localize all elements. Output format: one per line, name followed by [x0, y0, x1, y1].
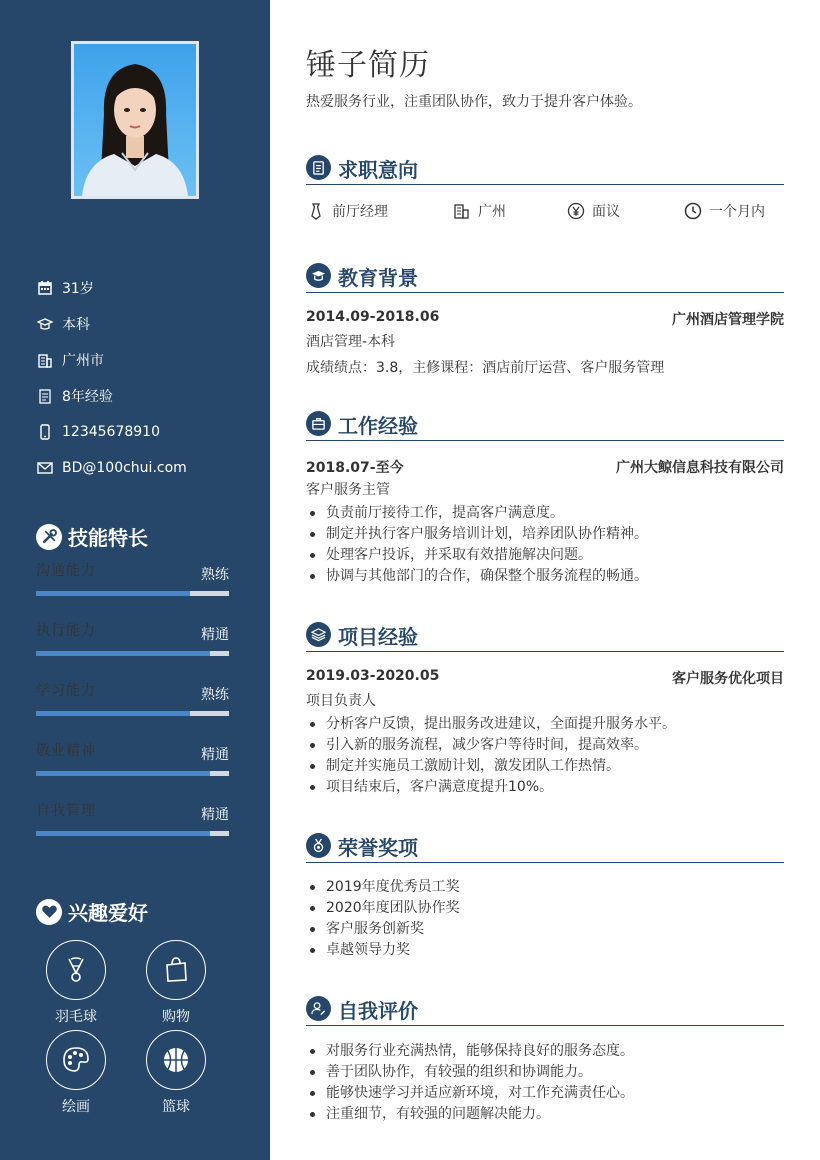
- section-title: 自我评价: [338, 999, 418, 1023]
- briefcase-icon: [306, 411, 331, 436]
- list-item: 客户服务创新奖: [306, 919, 460, 940]
- info-email: [36, 450, 187, 486]
- list-item: 注重细节，有较强的问题解决能力。: [306, 1104, 634, 1125]
- list-item: 2019年度优秀员工奖: [306, 877, 460, 898]
- graduation-cap-icon: [306, 263, 331, 288]
- hobby-badminton: [46, 940, 106, 1026]
- section-title: 荣誉奖项: [338, 836, 418, 860]
- section-title: 项目经验: [338, 625, 418, 649]
- city-icon: [452, 201, 472, 221]
- user-edit-icon: [306, 996, 331, 1021]
- graduation-cap-icon: [36, 315, 54, 333]
- intent-city-text: 广州: [478, 204, 506, 220]
- skill-bar-fill: [36, 711, 190, 716]
- medal-icon: [306, 833, 331, 858]
- skill-bar: [36, 771, 229, 776]
- shopping-bag-icon: [161, 955, 191, 985]
- skill-bar-fill: [36, 651, 210, 656]
- resume-name: 锤子简历: [306, 48, 430, 83]
- hobby-label: 购物: [162, 1009, 190, 1025]
- info-city: [36, 342, 187, 378]
- hobby-shopping: [146, 940, 206, 1026]
- resume-tagline: 热爱服务行业，注重团队协作，致力于提升客户体验。: [306, 94, 642, 110]
- list-item: 制定并执行客户服务培训计划，培养团队协作精神。: [306, 524, 648, 545]
- clock-icon: [683, 201, 703, 221]
- skill-name: 敬业精神: [36, 743, 96, 759]
- skill-bar: [36, 591, 229, 596]
- list-item: 协调与其他部门的合作，确保整个服务流程的畅通。: [306, 566, 648, 587]
- section-intent-heading: [306, 155, 784, 185]
- skill-name: 沟通能力: [36, 563, 96, 579]
- skill-item: [36, 620, 229, 680]
- skill-level: 精通: [201, 807, 229, 823]
- hobby-label: 羽毛球: [55, 1009, 97, 1025]
- skill-bar: [36, 831, 229, 836]
- skill-bar-fill: [36, 591, 190, 596]
- basketball-icon: [161, 1045, 191, 1075]
- skills-heading: [36, 522, 148, 551]
- info-age-text: 31岁: [62, 281, 94, 297]
- project-date: 2019.03-2020.05: [306, 668, 440, 684]
- hobby-basketball: [146, 1030, 206, 1116]
- skill-level: 精通: [201, 627, 229, 643]
- intent-city: [452, 201, 506, 221]
- hobby-label: 篮球: [162, 1099, 190, 1115]
- building-icon: [36, 351, 54, 369]
- info-degree: [36, 306, 187, 342]
- list-item: 善于团队协作，有较强的组织和协调能力。: [306, 1062, 634, 1083]
- section-self-heading: [306, 996, 784, 1026]
- intent-salary: [566, 201, 620, 221]
- list-item: 对服务行业充满热情，能够保持良好的服务态度。: [306, 1041, 634, 1062]
- section-title: 工作经验: [338, 414, 418, 438]
- list-item: 能够快速学习并适应新环境，对工作充满责任心。: [306, 1083, 634, 1104]
- info-degree-text: 本科: [62, 317, 90, 333]
- mail-icon: [36, 459, 54, 477]
- info-email-text: BD@100chui.com: [62, 460, 187, 476]
- skills-title: 技能特长: [68, 526, 148, 550]
- hobbies-title: 兴趣爱好: [68, 901, 148, 925]
- self-bullets: [306, 1041, 634, 1125]
- intent-availability: [683, 201, 765, 221]
- layers-icon: [306, 622, 331, 647]
- profile-photo: [71, 41, 199, 199]
- work-role: 客户服务主管: [306, 482, 390, 498]
- education-date: 2014.09-2018.06: [306, 309, 440, 325]
- hobbies-heading: [36, 897, 148, 926]
- document-icon: [36, 387, 54, 405]
- calendar-icon: [36, 279, 54, 297]
- education-major: 酒店管理-本科: [306, 334, 396, 350]
- palette-icon: [61, 1045, 91, 1075]
- info-experience-text: 8年经验: [62, 389, 113, 405]
- project-name: 客户服务优化项目: [672, 671, 784, 687]
- hobby-label: 绘画: [62, 1099, 90, 1115]
- yen-icon: [566, 201, 586, 221]
- skill-bar: [36, 651, 229, 656]
- skill-bar: [36, 711, 229, 716]
- job-intent-row: [306, 201, 784, 225]
- skill-level: 熟练: [201, 567, 229, 583]
- intent-position-text: 前厅经理: [332, 204, 388, 220]
- intent-position: [306, 201, 388, 221]
- sidebar: [0, 0, 270, 1160]
- skill-name: 自我管理: [36, 803, 96, 819]
- intent-salary-text: 面议: [592, 204, 620, 220]
- skill-item: [36, 560, 229, 620]
- skill-item: [36, 680, 229, 740]
- project-role: 项目负责人: [306, 693, 376, 709]
- list-item: 引入新的服务流程，减少客户等待时间，提高效率。: [306, 735, 676, 756]
- skill-level: 熟练: [201, 687, 229, 703]
- work-entry-header: [306, 457, 784, 477]
- skill-level: 精通: [201, 747, 229, 763]
- heart-icon: [36, 899, 62, 925]
- skill-name: 学习能力: [36, 683, 96, 699]
- skill-item: [36, 740, 229, 800]
- tie-icon: [306, 201, 326, 221]
- badminton-icon: [61, 955, 91, 985]
- list-item: 2020年度团队协作奖: [306, 898, 460, 919]
- list-item: 项目结束后，客户满意度提升10%。: [306, 777, 676, 798]
- project-bullets: [306, 714, 676, 798]
- info-city-text: 广州市: [62, 353, 104, 369]
- section-project-heading: [306, 622, 784, 652]
- skill-item: [36, 800, 229, 860]
- education-entry-header: [306, 309, 784, 329]
- project-entry-header: [306, 668, 784, 688]
- info-age: [36, 270, 187, 306]
- section-title: 教育背景: [338, 266, 418, 290]
- skill-name: 执行能力: [36, 623, 96, 639]
- phone-icon: [36, 423, 54, 441]
- section-awards-heading: [306, 833, 784, 863]
- info-phone-text: 12345678910: [62, 424, 160, 440]
- section-work-heading: [306, 411, 784, 441]
- section-education-heading: [306, 263, 784, 293]
- skill-bar-fill: [36, 831, 210, 836]
- skill-bar-fill: [36, 771, 210, 776]
- work-company: 广州大鲸信息科技有限公司: [616, 460, 784, 476]
- list-item: 负责前厅接待工作，提高客户满意度。: [306, 503, 648, 524]
- education-school: 广州酒店管理学院: [672, 312, 784, 328]
- work-bullets: [306, 503, 648, 587]
- section-title: 求职意向: [338, 158, 418, 182]
- work-date: 2018.07-至今: [306, 460, 404, 476]
- personal-info-list: [36, 270, 187, 486]
- awards-bullets: [306, 877, 460, 961]
- list-item: 分析客户反馈，提出服务改进建议，全面提升服务水平。: [306, 714, 676, 735]
- clipboard-icon: [306, 155, 331, 180]
- list-item: 制定并实施员工激励计划，激发团队工作热情。: [306, 756, 676, 777]
- hobby-painting: [46, 1030, 106, 1116]
- intent-availability-text: 一个月内: [709, 204, 765, 220]
- info-phone: [36, 414, 187, 450]
- list-item: 卓越领导力奖: [306, 940, 460, 961]
- skills-list: [36, 560, 229, 860]
- info-experience: [36, 378, 187, 414]
- education-detail: 成绩绩点：3.8，主修课程：酒店前厅运营、客户服务管理: [306, 360, 665, 376]
- tools-icon: [36, 524, 62, 550]
- list-item: 处理客户投诉，并采取有效措施解决问题。: [306, 545, 648, 566]
